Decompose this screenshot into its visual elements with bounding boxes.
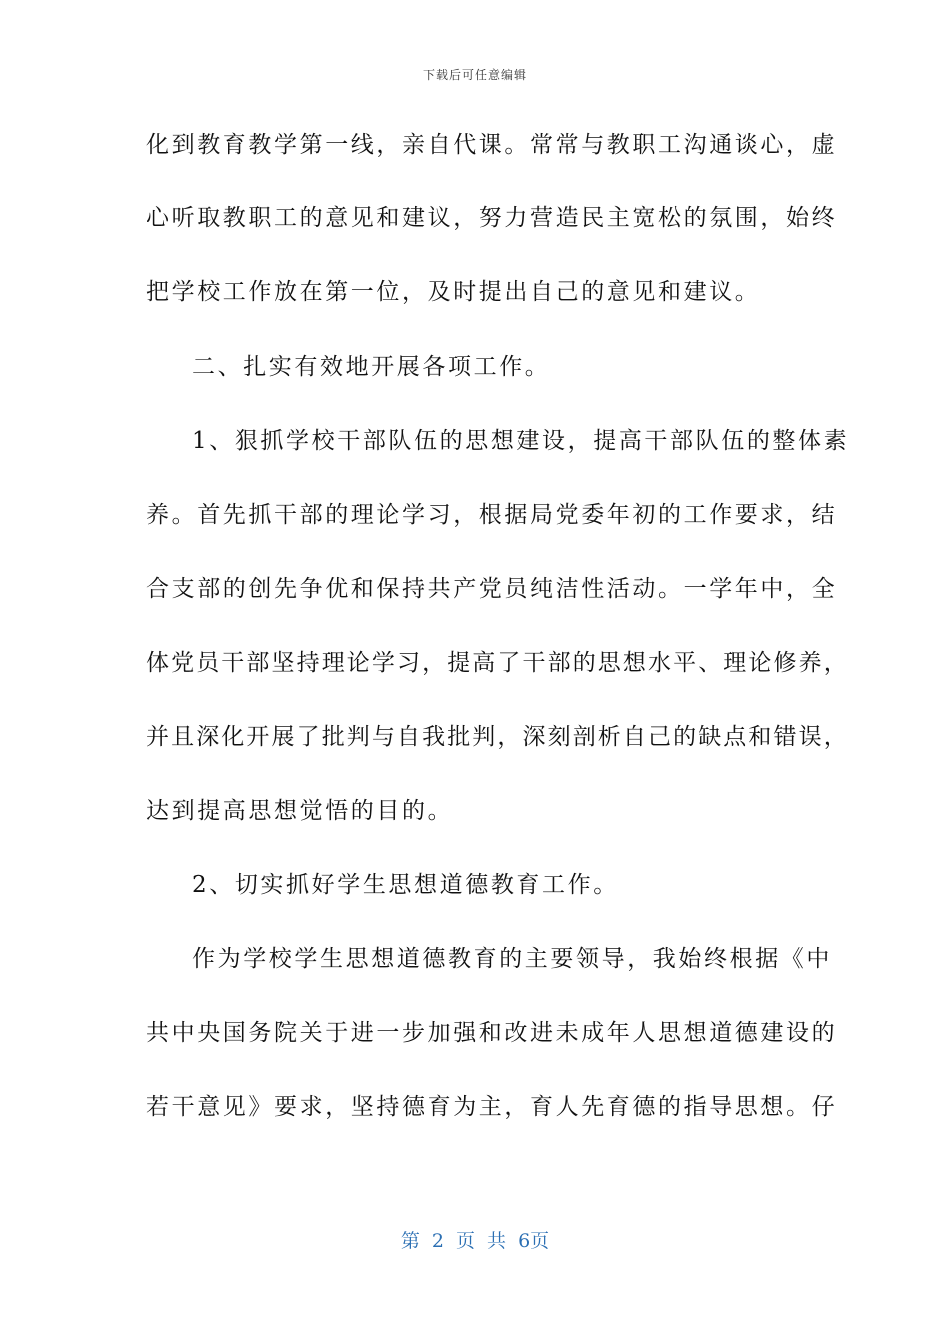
paragraph-line: 心听取教职工的意见和建议，努力营造民主宽松的氛围，始终 [146, 205, 838, 231]
paragraph-line: 合支部的创先争优和保持共产党员纯洁性活动。一学年中，全 [146, 576, 838, 602]
paragraph-line: 1、狠抓学校干部队伍的思想建设，提高干部队伍的整体素 [192, 428, 850, 454]
paragraph-line: 体党员干部坚持理论学习，提高了干部的思想水平、理论修养， [146, 650, 849, 676]
page-footer: 第 2 页 共 6页 [400, 1230, 550, 1252]
section-heading: 二、扎实有效地开展各项工作。 [192, 354, 551, 380]
page-header: 下载后可任意编辑 [422, 68, 527, 82]
paragraph-line: 并且深化开展了批判与自我批判，深刻剖析自己的缺点和错误， [146, 724, 849, 750]
paragraph-line: 共中央国务院关于进一步加强和改进未成年人思想道德建设的 [146, 1020, 838, 1046]
section-heading: 2、切实抓好学生思想道德教育工作。 [192, 872, 619, 898]
paragraph-line: 养。首先抓干部的理论学习，根据局党委年初的工作要求，结 [146, 502, 838, 528]
paragraph-line: 作为学校学生思想道德教育的主要领导，我始终根据《中 [192, 946, 832, 972]
paragraph-line: 若干意见》要求，坚持德育为主，育人先育德的指导思想。仔 [146, 1094, 838, 1120]
paragraph-line: 达到提高思想觉悟的目的。 [146, 798, 454, 824]
paragraph-line: 把学校工作放在第一位，及时提出自己的意见和建议。 [146, 279, 761, 305]
paragraph-line: 化到教育教学第一线，亲自代课。常常与教职工沟通谈心，虚 [146, 132, 838, 158]
